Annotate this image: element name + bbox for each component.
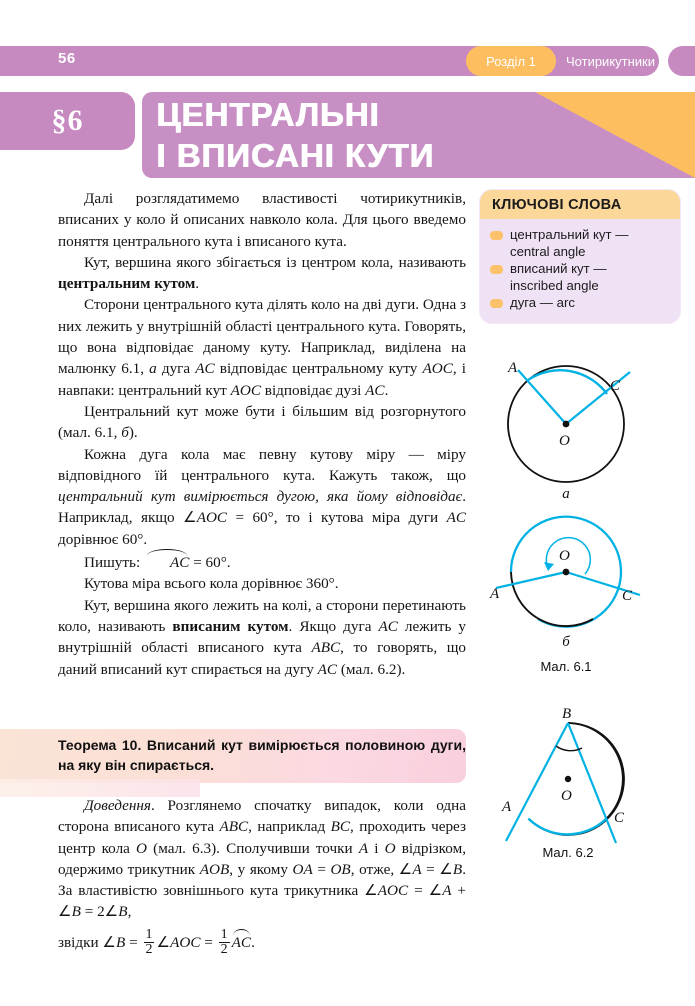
label-a: A xyxy=(502,799,512,815)
list-item xyxy=(488,295,672,312)
math-label: ABC xyxy=(311,639,341,657)
figure-caption-6-1: Мал. 6.1 xyxy=(540,659,592,674)
running-head-tail xyxy=(668,46,695,76)
theorem-text: Теорема 10. Вписаний кут вимірюється половиною дуги, на яку він спирається. xyxy=(58,737,466,773)
section-badge-label: §6 xyxy=(51,104,84,137)
text-run: Кут, вершина якого лежить на колі, а сторони перетинають коло, називають xyxy=(58,596,466,635)
text-run: = 2∠ xyxy=(80,903,119,921)
running-head-bar xyxy=(0,46,659,76)
text-run: , то говорять, що даний вписаний кут спирається на дугу xyxy=(58,639,467,678)
text-run: . За властивістю зовнішнього кута трикутника ∠ xyxy=(58,860,466,900)
fraction-one-half xyxy=(144,928,155,958)
text-run: Центральний кут може бути і більшим від розгорнутого (мал. 6.1, xyxy=(58,402,466,442)
paragraph xyxy=(58,444,466,550)
fraction-numerator: 1 xyxy=(145,926,153,942)
text-run: Сторони центрального кута ділять коло на дві дуги. Одна з них лежить у внутрішній області центрального кута. Говорять, що вона відповідає даному куту. Наприклад, виділена на малюнку 6.1, xyxy=(58,296,466,378)
math-label: AOC xyxy=(230,381,261,399)
label-o: O xyxy=(561,788,572,804)
math-label: AC xyxy=(169,554,190,572)
proof-column xyxy=(58,795,466,957)
figure-6-1-a-svg xyxy=(488,352,678,492)
fraction-denominator: 2 xyxy=(145,942,153,958)
arc-notation xyxy=(144,550,189,573)
figure-caption-6-2: Мал. 6.2 xyxy=(542,845,594,860)
figure-sublabel-b: б xyxy=(562,634,570,650)
label-b: B xyxy=(562,706,572,722)
math-label: A xyxy=(358,839,369,857)
text-run: . xyxy=(251,933,255,951)
keywords-list xyxy=(480,219,680,323)
text-run: , проходить через центр кола xyxy=(58,818,466,857)
text-run: відрізком, одержимо трикутник xyxy=(58,839,466,878)
math-label: B xyxy=(116,933,126,951)
text-run: = ∠ xyxy=(408,882,443,900)
text-run: Кожна дуга кола має певну кутову міру — міру відповідного їй центрального кута. Кажуть також, що xyxy=(58,445,466,484)
text-run: Пишуть: xyxy=(84,554,144,572)
paragraph xyxy=(58,795,466,923)
angle-arrow-head xyxy=(544,562,554,571)
text-run: = xyxy=(312,860,331,878)
text-run: . xyxy=(384,381,389,399)
paragraph xyxy=(58,294,466,400)
text-run: . Якщо дуга xyxy=(288,617,379,635)
page-title xyxy=(156,94,434,176)
list-item xyxy=(488,227,672,260)
math-label: BC xyxy=(330,818,351,836)
math-label: AC xyxy=(378,617,398,635)
math-label: B xyxy=(71,903,81,921)
text-emphasis: центральним кутом xyxy=(58,275,196,293)
bullet-icon xyxy=(490,231,503,240)
math-label: AOC xyxy=(170,933,201,951)
ray-oc xyxy=(566,372,630,424)
keyword-line: вписаний кут — xyxy=(510,261,607,277)
circle-outline-right xyxy=(568,723,623,819)
paragraph xyxy=(58,401,466,444)
figure-sublabel-a: а xyxy=(562,486,570,502)
text-run: звідки ∠ xyxy=(58,933,117,951)
math-label: OA xyxy=(292,860,313,878)
center-point-o xyxy=(565,776,571,782)
ray-oa xyxy=(496,572,566,588)
label-a: A xyxy=(490,586,500,602)
text-run: ). xyxy=(128,424,138,442)
math-label: A xyxy=(442,882,452,900)
text-run: лежить у внутрішній області вписаного кута xyxy=(58,617,466,657)
math-label: B xyxy=(452,860,463,878)
math-label: OB xyxy=(330,860,351,878)
text-run: дуга xyxy=(156,360,196,378)
ray-oa xyxy=(518,370,566,424)
chapter-name: Чотирикутники xyxy=(566,53,655,69)
proof-label: Доведення xyxy=(84,797,151,814)
fraction-one-half xyxy=(219,928,230,958)
figure-6-1-b xyxy=(488,512,678,674)
center-point-o xyxy=(563,421,570,428)
text-run: = ∠ xyxy=(421,860,453,878)
center-point-o xyxy=(563,569,570,576)
text-run: + ∠ xyxy=(58,882,467,921)
minor-arc-outline xyxy=(511,572,593,626)
figure-6-2-svg xyxy=(488,706,678,851)
text-emphasis: центральний кут вимірюється дугою, яка йому відповідає xyxy=(58,488,463,506)
math-label: ABC xyxy=(219,818,249,836)
text-run: (мал. 6.3). Сполучивши точки xyxy=(147,839,359,857)
chapter-label: Розділ 1 xyxy=(486,53,536,69)
text-run: = xyxy=(200,933,217,951)
paragraph: Далі розглядатимемо властивості чотирикутників, вписаних у коло й описаних навколо кола. Для цього введемо поняття центрального кута і вписаного кута. xyxy=(58,190,466,250)
math-label: AOB xyxy=(199,860,230,878)
figure-6-1-a xyxy=(488,352,678,503)
fraction-denominator: 2 xyxy=(220,942,228,958)
text-run: Кут, вершина якого збігається із центром кола, називають xyxy=(84,253,466,271)
text-run: , xyxy=(127,903,132,921)
circle-outline-upper xyxy=(528,723,624,835)
text-emphasis: вписаним кутом xyxy=(172,617,289,635)
keyword-line: inscribed angle xyxy=(510,277,599,293)
label-c: C xyxy=(610,378,621,394)
text-run: . Наприклад, якщо ∠ xyxy=(58,488,466,527)
paragraph xyxy=(58,550,466,573)
keyword-line: central angle xyxy=(510,243,586,259)
text-run: ∠ xyxy=(156,933,171,951)
body-column xyxy=(58,188,466,680)
label-c: C xyxy=(622,588,633,604)
label-c: C xyxy=(614,810,625,826)
math-label: AC xyxy=(446,509,466,527)
title-wedge-decoration xyxy=(535,92,695,178)
label-o: O xyxy=(559,548,570,564)
ray-ba xyxy=(506,723,568,841)
text-run: , наприклад xyxy=(248,818,331,836)
text-run: , у якому xyxy=(229,860,293,878)
label-a: A xyxy=(508,360,518,376)
text-run: , і навпаки: центральний кут xyxy=(58,360,466,399)
figure-6-1-b-svg xyxy=(488,512,678,652)
math-label: AC xyxy=(231,933,252,951)
text-run: б xyxy=(121,424,129,442)
math-label: AC xyxy=(317,660,338,678)
paragraph xyxy=(58,595,466,680)
text-run: . xyxy=(195,275,200,293)
text-run: (мал. 6.2). xyxy=(337,660,406,678)
list-item xyxy=(488,261,672,294)
text-run: = 60°. xyxy=(189,554,231,572)
keywords-heading: КЛЮЧОВІ СЛОВА xyxy=(480,190,680,219)
math-label: AC xyxy=(195,360,215,378)
text-run: відповідає дузі xyxy=(260,381,366,399)
text-run: . Розглянемо спочатку випадок, коли одна сторона вписаного кута xyxy=(58,797,466,836)
math-label: A xyxy=(412,860,422,878)
label-o: O xyxy=(559,433,570,449)
fraction-numerator: 1 xyxy=(220,926,228,942)
paragraph xyxy=(58,252,466,295)
math-label: O xyxy=(384,839,396,857)
text-run: дорівнює 60°. xyxy=(58,530,148,548)
keywords-box xyxy=(480,190,680,323)
page-title-line-1: ЦЕНТРАЛЬНІ xyxy=(156,96,380,133)
bullet-icon xyxy=(490,299,503,308)
keyword-line: центральний кут — xyxy=(510,227,629,242)
text-run: і xyxy=(368,839,385,857)
arc-ac-highlight xyxy=(528,819,606,835)
math-label: B xyxy=(118,903,128,921)
math-label: AC xyxy=(365,381,385,399)
keyword-line: дуга — arc xyxy=(510,295,575,311)
text-run: , отже, ∠ xyxy=(350,860,413,878)
figure-6-2 xyxy=(488,706,678,860)
math-label: AOC xyxy=(377,882,409,900)
math-label: AOC xyxy=(422,360,453,378)
text-run: = xyxy=(125,933,142,951)
text-run: а xyxy=(149,360,157,378)
chapter-pill xyxy=(466,46,556,76)
text-run: відповідає центральному куту xyxy=(214,360,423,378)
math-label: AOC xyxy=(196,509,228,527)
paragraph: Кутова міра всього кола дорівнює 360°. xyxy=(84,575,339,593)
title-banner xyxy=(142,92,695,178)
math-label: O xyxy=(136,839,148,857)
section-badge xyxy=(0,92,135,150)
page-number: 56 xyxy=(58,50,76,67)
text-run: = 60°, то і кутова міра дуги xyxy=(227,509,447,527)
arc-notation xyxy=(232,930,251,953)
bullet-icon xyxy=(490,265,503,274)
paragraph-formula xyxy=(58,928,466,958)
title-block xyxy=(0,92,695,178)
page-title-line-2: І ВПИСАНІ КУТИ xyxy=(156,137,434,174)
